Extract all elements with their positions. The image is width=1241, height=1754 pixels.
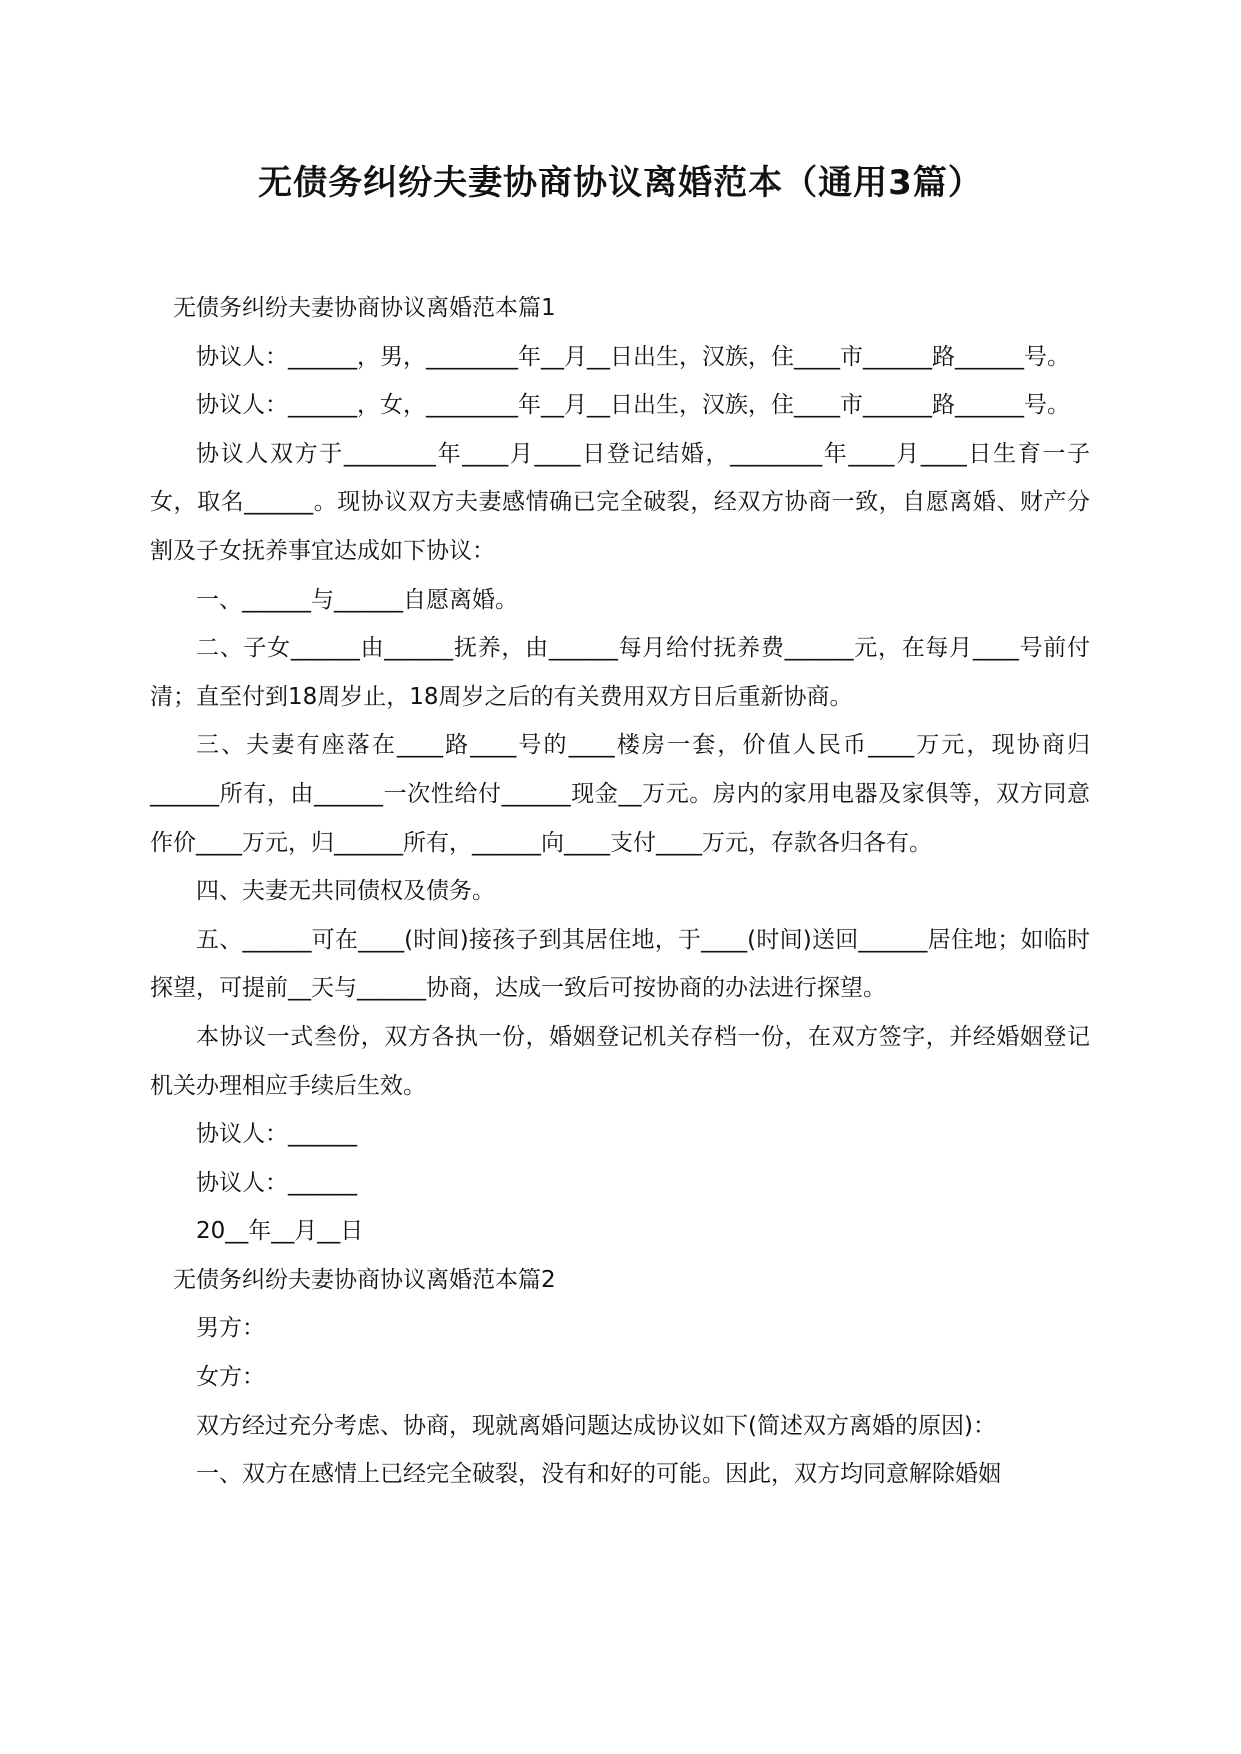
clause-3: 三、夫妻有座落在____路____号的____楼房一套，价值人民币____万元，现协商归______所有，由______一次性给付______现金__万元。房内的家用电器及家俱等，双方同意作价____万元，归______所有，______向____支付____万元，存款各归各有。	[150, 732, 1090, 856]
clause-5: 五、______可在____(时间)接孩子到其居住地，于____(时间)送回______居住地；如临时探望，可提前__天与______协商，达成一致后可按协商的办法进行探望。	[150, 926, 1090, 1002]
signature-line-1: 协议人：______	[196, 1121, 357, 1148]
section-2-clause-1: 一、双方在感情上已经完全破裂，没有和好的可能。因此，双方均同意解除婚姻	[196, 1461, 1001, 1488]
date-line: 20__年__月__日	[196, 1218, 364, 1245]
marriage-info: 协议人双方于________年____月____日登记结婚，________年____月____日生育一子女，取名______。现协议双方夫妻感情确已完全破裂，经双方协商一致，自愿离婚、财产分割及子女抚养事宜达成如下协议：	[150, 440, 1090, 564]
signature-line-2: 协议人：______	[196, 1169, 357, 1196]
section-1-heading: 无债务纠纷夫妻协商协议离婚范本篇1	[173, 295, 556, 321]
clause-1: 一、______与______自愿离婚。	[196, 586, 518, 613]
clause-4: 四、夫妻无共同债权及债务。	[196, 878, 495, 905]
party-1-info: 协议人：______，男，________年__月__日出生，汉族，住____市______路______号。	[196, 343, 1070, 370]
party-2-info: 协议人：______，女，________年__月__日出生，汉族，住____市______路______号。	[196, 392, 1070, 419]
female-party-line: 女方：	[196, 1364, 265, 1391]
agreement-intro: 双方经过充分考虑、协商，现就离婚问题达成协议如下(简述双方离婚的原因)：	[196, 1412, 996, 1439]
document-body	[150, 284, 1090, 1499]
male-party-line: 男方：	[196, 1315, 265, 1342]
document-title: 无债务纠纷夫妻协商协议离婚范本（通用3篇）	[258, 163, 983, 203]
clause-2: 二、子女______由______抚养，由______每月给付抚养费______元，在每月____号前付清；直至付到18周岁止，18周岁之后的有关费用双方日后重新协商。	[150, 635, 1090, 710]
validity-clause: 本协议一式叁份，双方各执一份，婚姻登记机关存档一份，在双方签字，并经婚姻登记机关办理相应手续后生效。	[150, 1023, 1090, 1099]
section-2-heading: 无债务纠纷夫妻协商协议离婚范本篇2	[173, 1266, 556, 1293]
